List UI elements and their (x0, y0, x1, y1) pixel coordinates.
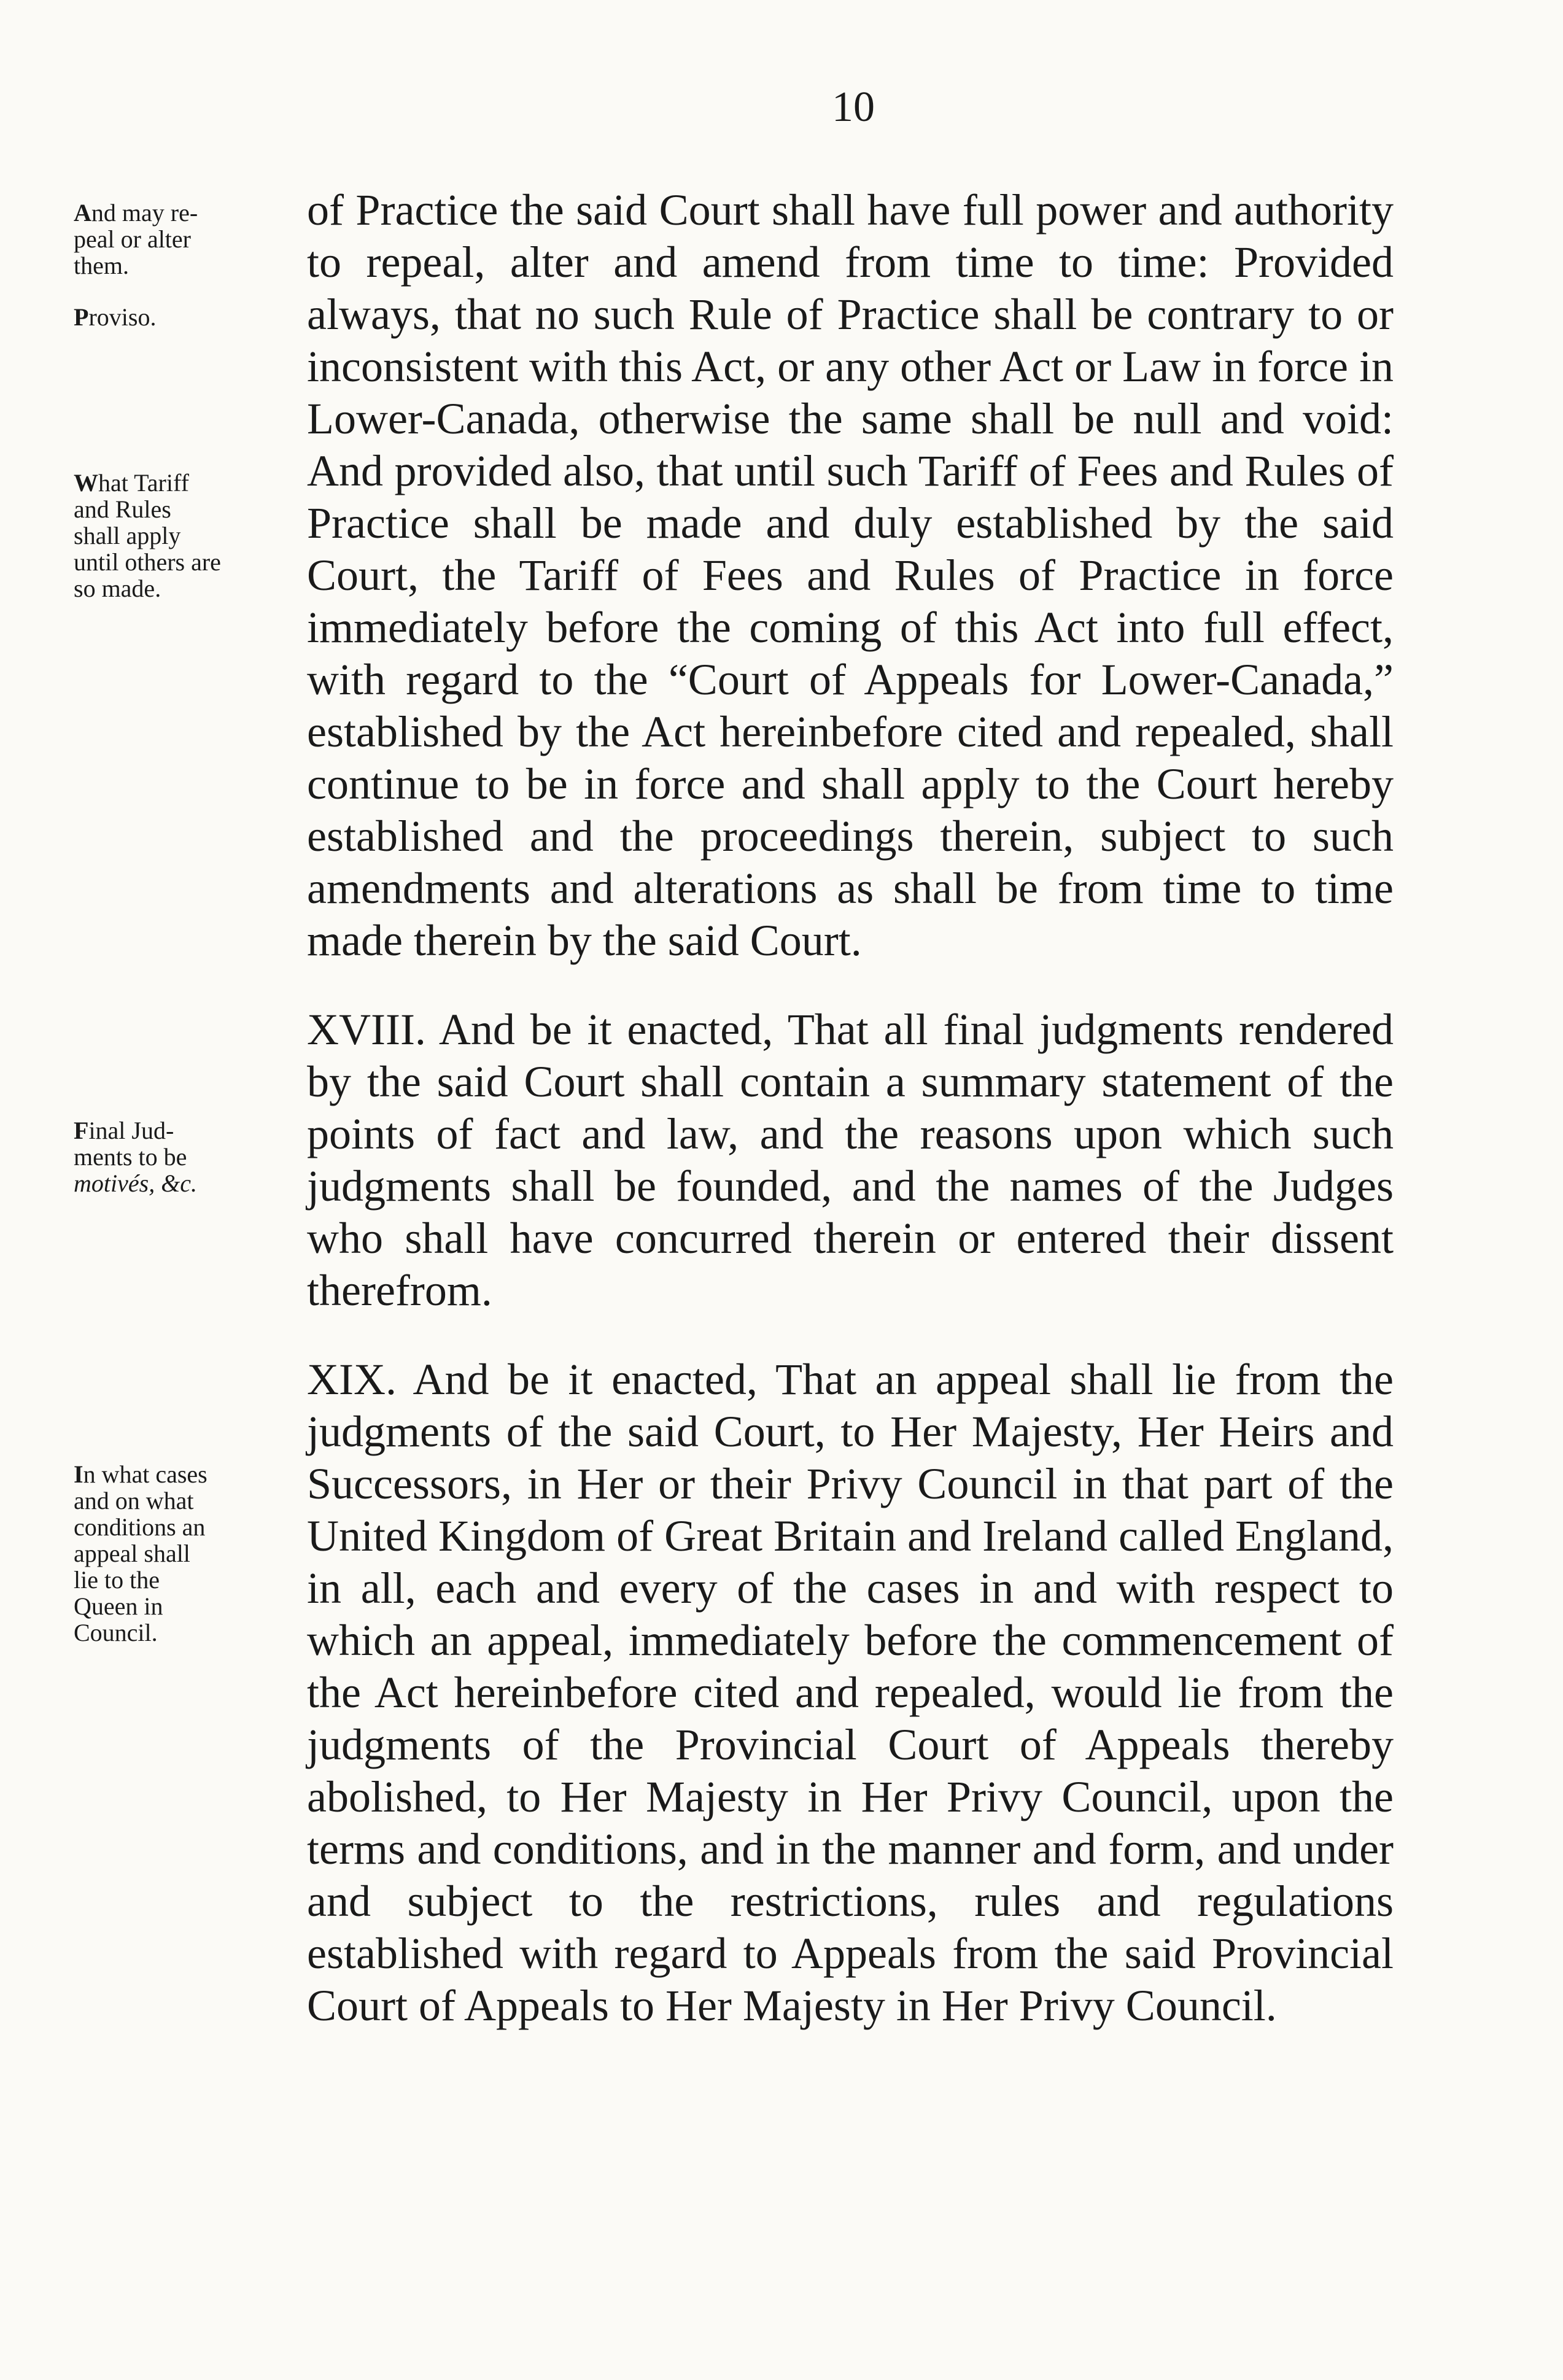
margin-note-final-judgments (74, 1117, 282, 1196)
paragraph-section-xviii: XVIII. And be it enacted, That all final judgments rendered by the said Court shall contain a summary statement of the points of fact and law, and the reasons upon which such judgments shall be founded, and the names of the Judges who shall have concurred therein or entered their dissent therefrom. (307, 1005, 1394, 1315)
margin-note-line: What Tariff (74, 469, 189, 497)
main-text (307, 184, 1394, 2032)
margin-note-tariff (74, 470, 282, 602)
paragraph-section-xix: XIX. And be it enacted, That an appeal shall lie from the judgments of the said Court, to Her Majesty, Her Heirs and Successors, in Her or their Privy Council in that part of the United Kingdom of Great Britain and Ireland called England, in all, each and every of the cases in and with respect to which an appeal, immediately before the commencement of the Act hereinbefore cited and repealed, would lie from the judgments of the Provincial Court of Appeals thereby abolished, to Her Majesty in Her Privy Council, upon the terms and conditions, and in the manner and form, and under and subject to the restrictions, rules and regulations established with regard to Appeals from the said Provincial Court of Appeals to Her Majesty in Her Privy Council. (307, 1355, 1394, 2030)
margin-note-proviso (74, 304, 282, 330)
paragraph-rules-of-practice: of Practice the said Court shall have full power and authority to repeal, alter and amend from time to time: Provided always, that no such Rule of Practice shall be contrary to or inconsistent with this Act, or any other Act or Law in force in Lower-Canada, otherwise the same shall be null and void: And provided also, that until such Tariff of Fees and Rules of Practice shall be made and duly established by the said Court, the Tariff of Fees and Rules of Practice in force immediately before the coming of this Act into full effect, with regard to the “Court of Appeals for Lower-Canada,” established by the Act hereinbefore cited and repealed, shall continue to be in force and shall apply to the Court hereby established and the proceedings therein, subject to such amendments and alterations as shall be from time to time made therein by the said Court. (307, 185, 1394, 965)
margin-note-line: In what cases (74, 1460, 207, 1488)
margin-note-line: lie to the (74, 1566, 160, 1594)
margin-note-line: until others are (74, 548, 221, 576)
margin-note-line: appeal shall (74, 1540, 190, 1567)
margin-note-line: Proviso. (74, 303, 157, 331)
margin-note-line: And may re- (74, 199, 198, 227)
margin-note-line: Queen in (74, 1592, 163, 1620)
margin-note-line: so made. (74, 575, 161, 602)
margin-note-line: peal or alter (74, 225, 191, 253)
margin-note-line: and Rules (74, 495, 171, 523)
margin-note-repeal (74, 200, 282, 279)
margin-note-line: shall apply (74, 522, 181, 549)
margin-note-line: motivés, &c. (74, 1169, 198, 1197)
margin-note-line: ments to be (74, 1143, 187, 1171)
margin-note-line: and on what (74, 1487, 194, 1514)
margin-note-line: conditions an (74, 1513, 206, 1541)
margin-note-line: Final Jud- (74, 1117, 174, 1144)
margin-note-appeal (74, 1461, 282, 1646)
margin-note-line: Council. (74, 1619, 158, 1646)
margin-note-line: them. (74, 252, 129, 279)
page-number: 10 (832, 83, 875, 131)
